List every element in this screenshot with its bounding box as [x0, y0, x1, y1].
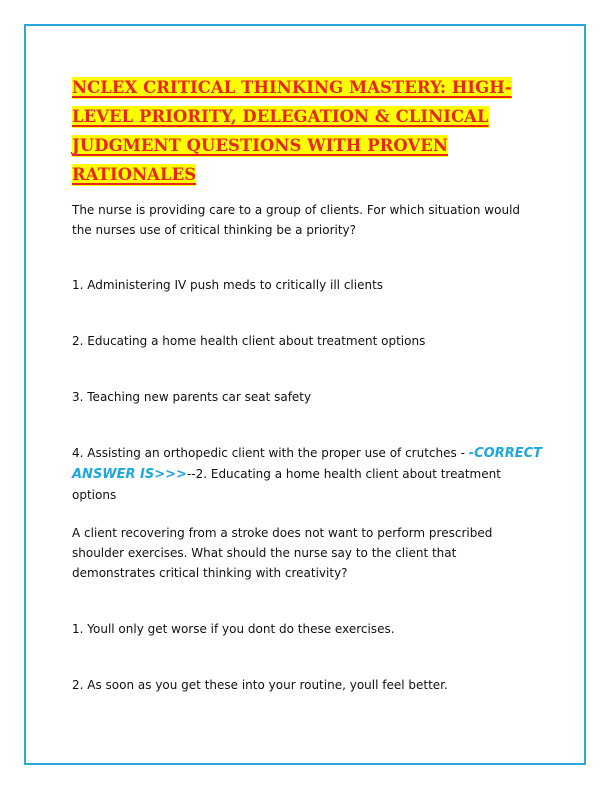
correct-answer-text: --2. Educating a home health client about treatment options — [72, 467, 501, 502]
title-highlight: NCLEX CRITICAL THINKING MASTERY: HIGH-LEVEL PRIORITY, DELEGATION & CLINICAL JUDGMENT QUESTIONS WITH PROVEN RATIONALES — [72, 78, 512, 184]
question-1-option-4-with-answer — [72, 443, 542, 505]
correct-answer-tag: -CORRECT ANSWER IS>>> — [72, 446, 543, 482]
question-1-option-3: 3. Teaching new parents car seat safety — [72, 390, 312, 404]
question-1-option-2: 2. Educating a home health client about treatment options — [72, 334, 426, 348]
question-1-option-4: 4. Assisting an orthopedic client with the proper use of crutches - — [72, 446, 469, 460]
document-title — [72, 73, 542, 189]
question-2-stem: A client recovering from a stroke does not want to perform prescribed shoulder exercises. What should the nurse say to the client that demonstrates critical thinking with creativity? — [72, 526, 493, 580]
question-2-option-1: 1. Youll only get worse if you dont do these exercises. — [72, 622, 395, 636]
question-1-stem: The nurse is providing care to a group of clients. For which situation would the nurses use of critical thinking be a priority? — [72, 203, 521, 237]
question-1-option-1: 1. Administering IV push meds to critically ill clients — [72, 278, 384, 292]
question-2-option-2: 2. As soon as you get these into your routine, youll feel better. — [72, 678, 448, 692]
